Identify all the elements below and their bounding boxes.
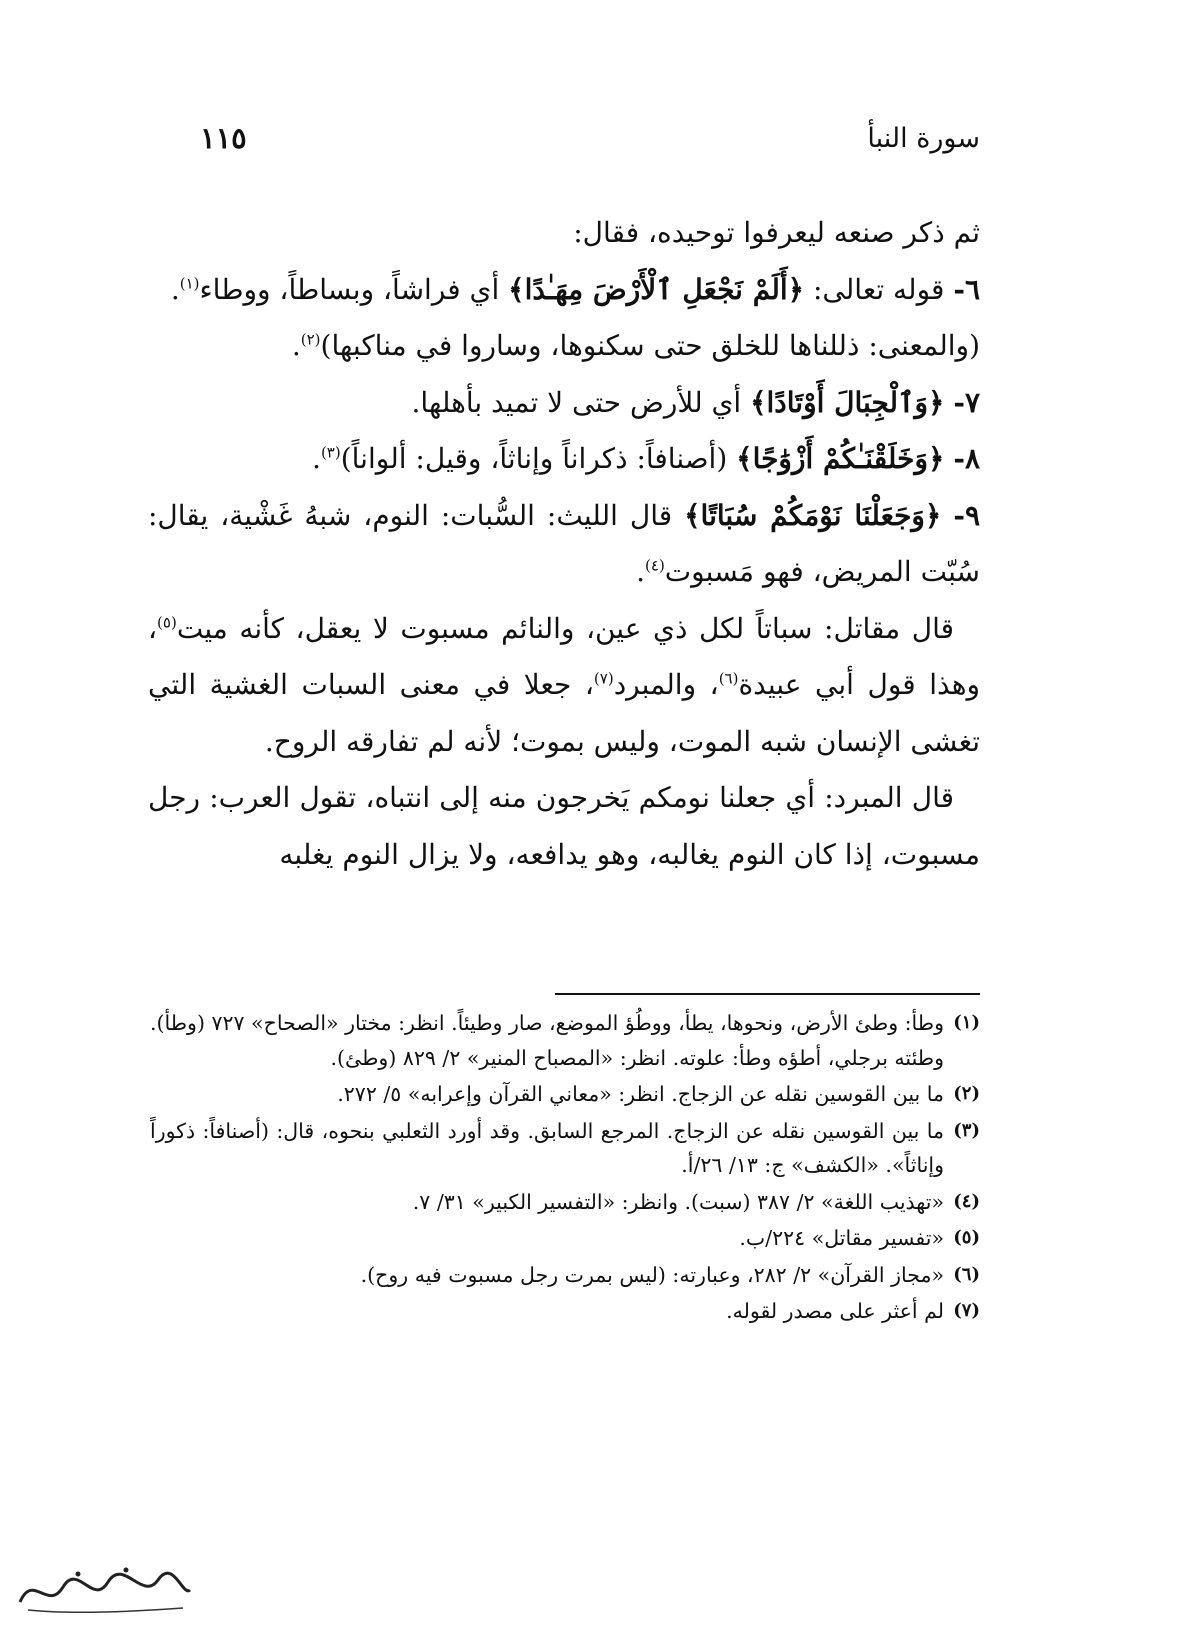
footnote-number: (٧)	[953, 1300, 980, 1321]
footnote-ref[interactable]: (٢)	[300, 330, 321, 349]
verse-commentary: قال الليث: السُّبات: النوم، شبهُ غَشْية، يقال: سُبّت المريض، فهو مَسبوت	[148, 498, 980, 588]
logo-dot	[76, 1572, 81, 1577]
footnote-text: «تفسير مقاتل» ٢٢٤/ب.	[739, 1226, 944, 1250]
verse-number: ٩-	[953, 498, 981, 532]
logo-calligraphy-stroke	[20, 1573, 190, 1602]
verse-commentary: أي للأرض حتى لا تميد بأهلها.	[411, 385, 742, 419]
paragraph-text: ، جعلا في معنى السبات الغشية التي تغشى الإنسان شبه الموت، وليس بموت؛ لأنه لم تفارقه الروح.	[148, 668, 980, 758]
verse-8	[148, 431, 980, 488]
footnote-number: (١)	[953, 1012, 980, 1033]
period: .	[312, 442, 321, 475]
verse-6	[148, 262, 980, 319]
intro-line: ثم ذكر صنعه ليعرفوا توحيده، فقال:	[573, 216, 980, 249]
logo-baseline	[28, 1608, 183, 1612]
verse-number: ٧-	[953, 385, 980, 419]
page-number: ١١٥	[200, 121, 247, 155]
footnote-ref[interactable]: (٤)	[645, 556, 665, 575]
main-text	[148, 205, 980, 883]
footnote-item	[150, 1294, 980, 1329]
footnote-number: (٤)	[953, 1190, 980, 1212]
footnote-divider	[555, 993, 980, 995]
footnote-item	[150, 1185, 980, 1220]
meaning-text: (والمعنى: ذللناها للخلق حتى سكنوها، وساروا في مناكبها)	[320, 329, 980, 362]
quran-quote: ﴿أَلَمْ نَجْعَلِ ٱلْأَرْضَ مِهَـٰدًا﴾	[508, 272, 805, 306]
footnote-ref[interactable]: (٣)	[320, 443, 341, 462]
footnote-number: (٥)	[953, 1227, 980, 1248]
footnote-ref[interactable]: (١)	[179, 274, 200, 293]
verse-commentary: أي فراشاً، وبساطاً، ووطاء	[199, 272, 500, 306]
page-header	[200, 118, 980, 158]
verse-commentary: (أصنافاً: ذكراناً وإناثاً، وقيل: ألواناً)	[340, 442, 728, 475]
verse-6-meaning	[148, 318, 980, 375]
verse-number: ٨-	[953, 442, 980, 475]
footnote-text: لم أعثر على مصدر لقوله.	[726, 1299, 944, 1323]
quran-quote: ﴿وَخَلَقْنَـٰكُمْ أَزْوَٰجًا﴾	[736, 442, 945, 475]
footnote-item	[150, 1258, 980, 1293]
quran-quote: ﴿وَجَعَلْنَا نَوْمَكُمْ سُبَاتًا﴾	[684, 498, 942, 532]
paragraph-mubarrad: قال المبرد: أي جعلنا نومكم يَخرجون منه إلى انتباه، تقول العرب: رجل مسبوت، إذا كان النوم يغالبه، وهو يدافعه، ولا يزال النوم يغلبه	[148, 781, 980, 871]
period: .	[291, 329, 301, 362]
period: .	[170, 272, 180, 306]
paragraph-text: ، وهذا قول أبي عبيدة	[148, 611, 980, 701]
footnote-number: (٦)	[953, 1263, 980, 1285]
footnote-item	[150, 1114, 980, 1183]
period: .	[636, 555, 646, 588]
footnote-item	[150, 1077, 980, 1112]
footnote-text: «تهذيب اللغة» ٢/ ٣٨٧ (سبت). وانظر: «التفسير الكبير» ٣١/ ٧.	[412, 1189, 944, 1214]
footnote-number: (٢)	[953, 1083, 980, 1104]
footnote-text: ما بين القوسين نقله عن الزجاج. المرجع السابق. وقد أورد الثعلبي بنحوه، قال: (أصنافاً: ذكوراً وإناثاً». «الكشف» ج: ١٣/ ٢٦/أ.	[150, 1118, 944, 1177]
paragraph-muqatil	[148, 601, 980, 771]
paragraph-text: ، والمبرد	[613, 668, 719, 701]
logo-dot	[124, 1568, 129, 1573]
verse-7	[148, 375, 980, 432]
quran-quote: ﴿وَٱلْجِبَالَ أَوْتَادًا﴾	[750, 385, 945, 419]
paragraph-text: قال مقاتل: سباتاً لكل ذي عين، والنائم مسبوت لا يعقل، كأنه ميت	[176, 611, 954, 645]
footnote-item	[150, 1006, 980, 1075]
footnotes	[150, 1006, 980, 1331]
footnote-text: وطأ: وطئ الأرض، ونحوها، يطأ، ووطُؤ الموضع، صار وطيئاً. انظر: مختار «الصحاح» ٧٢٧ (وطأ). وطئته برجلي، أطؤه وطأ: علوته. انظر: «المصباح المنير» ٢/ ٨٢٩ (وطئ).	[149, 1011, 944, 1070]
footnote-text: ما بين القوسين نقله عن الزجاج. انظر: «معاني القرآن وإعرابه» ٥/ ٢٧٢.	[337, 1082, 944, 1106]
verse-9	[148, 488, 980, 601]
footnote-text: «مجاز القرآن» ٢/ ٢٨٢، وعبارته: (ليس بمرت رجل مسبوت فيه روح).	[360, 1262, 944, 1287]
footnote-ref[interactable]: (٦)	[718, 669, 739, 688]
surah-name: سورة النبأ	[867, 122, 980, 154]
footnote-ref[interactable]: (٧)	[593, 669, 614, 688]
footnote-item	[150, 1221, 980, 1256]
footnote-number: (٣)	[953, 1119, 980, 1141]
verse-lead: قوله تعالى:	[812, 272, 945, 306]
publisher-logo	[8, 1552, 198, 1627]
verse-number: ٦-	[953, 272, 980, 306]
footnote-ref[interactable]: (٥)	[157, 613, 177, 632]
